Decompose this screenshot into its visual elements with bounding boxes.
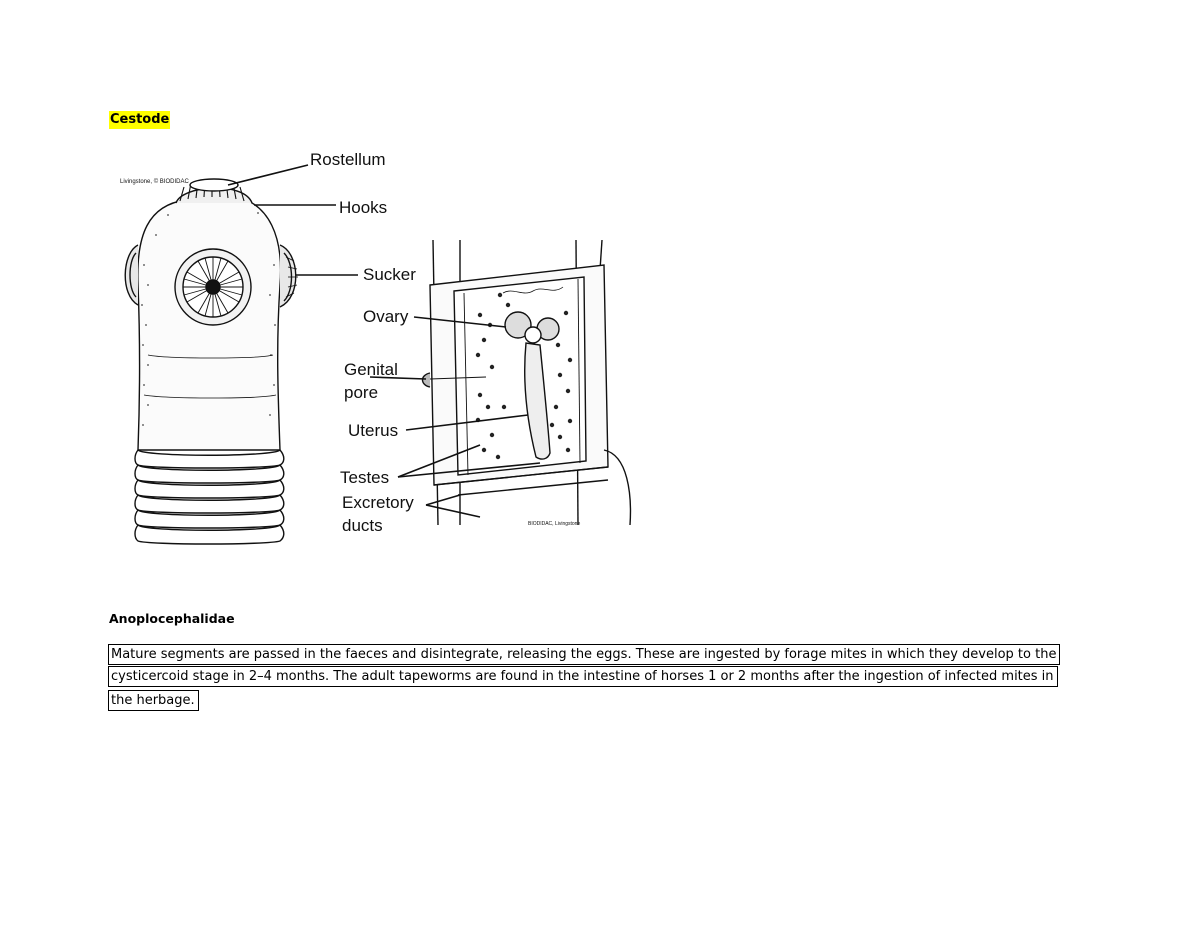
label-pore: pore	[344, 383, 379, 402]
scolex-drawing	[125, 179, 298, 544]
label-uterus: Uterus	[348, 421, 399, 440]
figure-credit-bottom: BIODIDAC, Livingstone	[528, 521, 581, 527]
cestode-anatomy-figure	[108, 145, 638, 555]
label-rostellum: Rostellum	[310, 150, 386, 169]
label-sucker: Sucker	[363, 265, 416, 284]
paragraph-line-3: the herbage.	[108, 690, 199, 711]
paragraph-line-1: Mature segments are passed in the faeces and disintegrate, releasing the eggs. These are ingested by forage mites in which they develop to the	[108, 644, 1060, 665]
label-hooks: Hooks	[339, 198, 388, 217]
label-excretory: Excretory	[342, 493, 414, 512]
section-title-anoplocephalidae: Anoplocephalidae	[109, 611, 235, 626]
label-genital: Genital	[344, 360, 398, 379]
figure-credit-top: Livingstone, © BIODIDAC	[120, 179, 189, 185]
paragraph-line-2: cysticercoid stage in 2–4 months. The adult tapeworms are found in the intestine of horses 1 or 2 months after the ingestion of infected mites in	[108, 666, 1058, 687]
heading-cestode: Cestode	[110, 112, 170, 127]
label-testes: Testes	[340, 468, 390, 487]
label-ducts: ducts	[342, 516, 383, 535]
cestode-diagram	[108, 145, 638, 555]
label-ovary: Ovary	[363, 307, 409, 326]
proglottid-drawing	[423, 240, 631, 525]
